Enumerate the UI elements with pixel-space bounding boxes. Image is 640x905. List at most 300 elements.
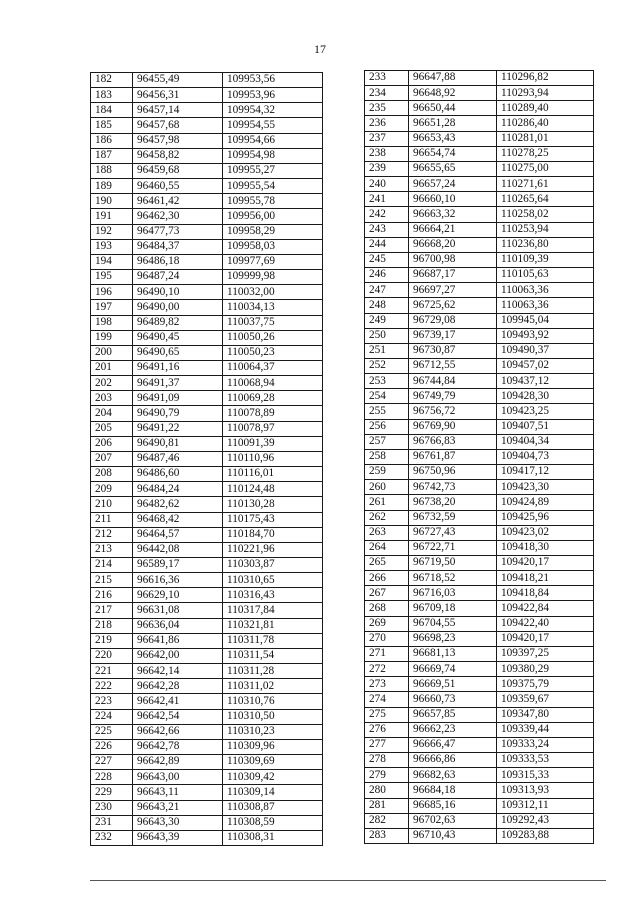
- table-row: [91, 179, 323, 194]
- point-number-cell: 183: [91, 88, 133, 103]
- point-number-cell: 274: [365, 692, 409, 707]
- y-coordinate-cell: 110289,40: [497, 101, 594, 116]
- point-number-cell: 204: [91, 406, 133, 421]
- y-coordinate-cell: 110281,01: [497, 131, 594, 146]
- point-number-cell: 254: [365, 389, 409, 404]
- x-coordinate-cell: 96643,39: [133, 830, 223, 845]
- point-number-cell: 250: [365, 328, 409, 343]
- point-number-cell: 256: [365, 419, 409, 434]
- y-coordinate-cell: 109418,30: [497, 540, 594, 555]
- table-row: [91, 285, 323, 300]
- x-coordinate-cell: 96457,14: [133, 103, 223, 118]
- x-coordinate-cell: 96756,72: [409, 404, 497, 419]
- y-coordinate-cell: 110303,87: [223, 558, 323, 573]
- x-coordinate-cell: 96750,96: [409, 465, 497, 480]
- table-row: [91, 785, 323, 800]
- table-row: [91, 224, 323, 239]
- y-coordinate-cell: 109423,30: [497, 480, 594, 495]
- point-number-cell: 259: [365, 465, 409, 480]
- x-coordinate-cell: 96657,24: [409, 177, 497, 192]
- x-coordinate-cell: 96687,17: [409, 268, 497, 283]
- table-row: [365, 586, 594, 601]
- point-number-cell: 239: [365, 161, 409, 176]
- point-number-cell: 255: [365, 404, 409, 419]
- y-coordinate-cell: 110308,87: [223, 800, 323, 815]
- x-coordinate-cell: 96663,32: [409, 207, 497, 222]
- x-coordinate-cell: 96647,88: [409, 71, 497, 86]
- table-row: [365, 343, 594, 358]
- x-coordinate-cell: 96704,55: [409, 616, 497, 631]
- x-coordinate-cell: 96729,08: [409, 313, 497, 328]
- y-coordinate-cell: 110308,31: [223, 830, 323, 845]
- point-number-cell: 273: [365, 677, 409, 692]
- y-coordinate-cell: 110032,00: [223, 285, 323, 300]
- point-number-cell: 226: [91, 739, 133, 754]
- x-coordinate-cell: 96490,00: [133, 300, 223, 315]
- y-coordinate-cell: 110293,94: [497, 86, 594, 101]
- y-coordinate-cell: 110050,23: [223, 345, 323, 360]
- y-coordinate-cell: 109955,78: [223, 194, 323, 209]
- y-coordinate-cell: 109333,53: [497, 753, 594, 768]
- x-coordinate-cell: 96682,63: [409, 768, 497, 783]
- table-row: [365, 768, 594, 783]
- x-coordinate-cell: 96660,73: [409, 692, 497, 707]
- point-number-cell: 279: [365, 768, 409, 783]
- table-row: [91, 421, 323, 436]
- point-number-cell: 264: [365, 540, 409, 555]
- point-number-cell: 236: [365, 116, 409, 131]
- page-number: 17: [314, 42, 326, 56]
- point-number-cell: 184: [91, 103, 133, 118]
- point-number-cell: 213: [91, 542, 133, 557]
- table-row: [91, 830, 323, 845]
- x-coordinate-cell: 96669,74: [409, 662, 497, 677]
- y-coordinate-cell: 110078,89: [223, 406, 323, 421]
- y-coordinate-cell: 109380,29: [497, 662, 594, 677]
- x-coordinate-cell: 96710,43: [409, 828, 497, 843]
- table-row: [91, 527, 323, 542]
- x-coordinate-cell: 96491,22: [133, 421, 223, 436]
- y-coordinate-cell: 110034,13: [223, 300, 323, 315]
- x-coordinate-cell: 96700,98: [409, 252, 497, 267]
- x-coordinate-cell: 96727,43: [409, 525, 497, 540]
- y-coordinate-cell: 109283,88: [497, 828, 594, 843]
- y-coordinate-cell: 109404,34: [497, 434, 594, 449]
- x-coordinate-cell: 96462,30: [133, 209, 223, 224]
- table-row: [365, 813, 594, 828]
- point-number-cell: 222: [91, 679, 133, 694]
- y-coordinate-cell: 109955,27: [223, 163, 323, 178]
- y-coordinate-cell: 110184,70: [223, 527, 323, 542]
- y-coordinate-cell: 109397,25: [497, 646, 594, 661]
- point-number-cell: 277: [365, 737, 409, 752]
- table-row: [91, 573, 323, 588]
- x-coordinate-cell: 96662,23: [409, 722, 497, 737]
- table-row: [365, 192, 594, 207]
- table-row: [91, 360, 323, 375]
- y-coordinate-cell: 110310,76: [223, 694, 323, 709]
- table-row: [91, 345, 323, 360]
- y-coordinate-cell: 110278,25: [497, 146, 594, 161]
- x-coordinate-cell: 96487,24: [133, 270, 223, 285]
- table-row: [365, 252, 594, 267]
- table-row: [365, 556, 594, 571]
- point-number-cell: 189: [91, 179, 133, 194]
- x-coordinate-cell: 96486,60: [133, 467, 223, 482]
- point-number-cell: 207: [91, 451, 133, 466]
- point-number-cell: 227: [91, 755, 133, 770]
- y-coordinate-cell: 110069,28: [223, 391, 323, 406]
- x-coordinate-cell: 96489,82: [133, 315, 223, 330]
- y-coordinate-cell: 110063,36: [497, 298, 594, 313]
- x-coordinate-cell: 96742,73: [409, 480, 497, 495]
- x-coordinate-cell: 96651,28: [409, 116, 497, 131]
- y-coordinate-cell: 109954,98: [223, 148, 323, 163]
- y-coordinate-cell: 110296,82: [497, 71, 594, 86]
- x-coordinate-cell: 96482,62: [133, 497, 223, 512]
- point-number-cell: 258: [365, 449, 409, 464]
- y-coordinate-cell: 110068,94: [223, 376, 323, 391]
- table-row: [365, 313, 594, 328]
- x-coordinate-cell: 96739,17: [409, 328, 497, 343]
- point-number-cell: 201: [91, 360, 133, 375]
- point-number-cell: 186: [91, 133, 133, 148]
- y-coordinate-cell: 110050,26: [223, 330, 323, 345]
- x-coordinate-cell: 96666,47: [409, 737, 497, 752]
- y-coordinate-cell: 109313,93: [497, 783, 594, 798]
- point-number-cell: 271: [365, 646, 409, 661]
- point-number-cell: 257: [365, 434, 409, 449]
- x-coordinate-cell: 96642,41: [133, 694, 223, 709]
- point-number-cell: 198: [91, 315, 133, 330]
- x-coordinate-cell: 96491,37: [133, 376, 223, 391]
- y-coordinate-cell: 110308,59: [223, 815, 323, 830]
- table-row: [365, 71, 594, 86]
- table-row: [91, 103, 323, 118]
- y-coordinate-cell: 110105,63: [497, 268, 594, 283]
- x-coordinate-cell: 96650,44: [409, 101, 497, 116]
- x-coordinate-cell: 96719,50: [409, 556, 497, 571]
- point-number-cell: 217: [91, 603, 133, 618]
- y-coordinate-cell: 109428,30: [497, 389, 594, 404]
- point-number-cell: 229: [91, 785, 133, 800]
- y-coordinate-cell: 110309,42: [223, 770, 323, 785]
- x-coordinate-cell: 96642,66: [133, 724, 223, 739]
- table-row: [365, 207, 594, 222]
- table-row: [365, 601, 594, 616]
- y-coordinate-cell: 109422,84: [497, 601, 594, 616]
- table-row: [365, 783, 594, 798]
- x-coordinate-cell: 96749,79: [409, 389, 497, 404]
- point-number-cell: 182: [91, 73, 133, 88]
- x-coordinate-cell: 96642,14: [133, 664, 223, 679]
- coordinates-table-left: [90, 72, 323, 846]
- point-number-cell: 280: [365, 783, 409, 798]
- table-row: [91, 694, 323, 709]
- y-coordinate-cell: 110316,43: [223, 588, 323, 603]
- table-row: [91, 436, 323, 451]
- point-number-cell: 210: [91, 497, 133, 512]
- x-coordinate-cell: 96643,11: [133, 785, 223, 800]
- table-row: [365, 298, 594, 313]
- point-number-cell: 245: [365, 252, 409, 267]
- point-number-cell: 188: [91, 163, 133, 178]
- y-coordinate-cell: 109955,54: [223, 179, 323, 194]
- point-number-cell: 197: [91, 300, 133, 315]
- x-coordinate-cell: 96490,45: [133, 330, 223, 345]
- y-coordinate-cell: 109423,02: [497, 525, 594, 540]
- table-row: [91, 664, 323, 679]
- x-coordinate-cell: 96455,49: [133, 73, 223, 88]
- y-coordinate-cell: 109490,37: [497, 343, 594, 358]
- y-coordinate-cell: 109292,43: [497, 813, 594, 828]
- table-row: [91, 603, 323, 618]
- table-row: [365, 101, 594, 116]
- point-number-cell: 208: [91, 467, 133, 482]
- point-number-cell: 228: [91, 770, 133, 785]
- y-coordinate-cell: 110130,28: [223, 497, 323, 512]
- table-row: [91, 648, 323, 663]
- x-coordinate-cell: 96456,31: [133, 88, 223, 103]
- table-row: [365, 753, 594, 768]
- table-row: [91, 618, 323, 633]
- table-row: [91, 88, 323, 103]
- table-row: [91, 315, 323, 330]
- table-row: [91, 300, 323, 315]
- y-coordinate-cell: 110286,40: [497, 116, 594, 131]
- point-number-cell: 252: [365, 358, 409, 373]
- table-row: [365, 449, 594, 464]
- y-coordinate-cell: 109945,04: [497, 313, 594, 328]
- point-number-cell: 269: [365, 616, 409, 631]
- table-row: [91, 770, 323, 785]
- table-row: [365, 177, 594, 192]
- point-number-cell: 205: [91, 421, 133, 436]
- y-coordinate-cell: 109953,96: [223, 88, 323, 103]
- point-number-cell: 193: [91, 239, 133, 254]
- x-coordinate-cell: 96643,30: [133, 815, 223, 830]
- x-coordinate-cell: 96769,90: [409, 419, 497, 434]
- x-coordinate-cell: 96464,57: [133, 527, 223, 542]
- table-row: [91, 800, 323, 815]
- table-row: [365, 525, 594, 540]
- table-row: [365, 722, 594, 737]
- point-number-cell: 203: [91, 391, 133, 406]
- y-coordinate-cell: 109339,44: [497, 722, 594, 737]
- table-row: [91, 467, 323, 482]
- y-coordinate-cell: 110064,37: [223, 360, 323, 375]
- x-coordinate-cell: 96685,16: [409, 798, 497, 813]
- point-number-cell: 270: [365, 631, 409, 646]
- point-number-cell: 200: [91, 345, 133, 360]
- y-coordinate-cell: 110310,65: [223, 573, 323, 588]
- y-coordinate-cell: 109423,25: [497, 404, 594, 419]
- x-coordinate-cell: 96487,46: [133, 451, 223, 466]
- table-row: [365, 510, 594, 525]
- y-coordinate-cell: 110310,50: [223, 709, 323, 724]
- x-coordinate-cell: 96631,08: [133, 603, 223, 618]
- point-number-cell: 243: [365, 222, 409, 237]
- y-coordinate-cell: 110309,96: [223, 739, 323, 754]
- table-row: [365, 404, 594, 419]
- table-row: [365, 116, 594, 131]
- x-coordinate-cell: 96642,00: [133, 648, 223, 663]
- table-row: [91, 451, 323, 466]
- y-coordinate-cell: 110265,64: [497, 192, 594, 207]
- x-coordinate-cell: 96643,00: [133, 770, 223, 785]
- point-number-cell: 230: [91, 800, 133, 815]
- table-row: [365, 571, 594, 586]
- bottom-divider: [90, 880, 606, 881]
- x-coordinate-cell: 96722,71: [409, 540, 497, 555]
- table-row: [365, 237, 594, 252]
- y-coordinate-cell: 109407,51: [497, 419, 594, 434]
- table-row: [91, 163, 323, 178]
- point-number-cell: 232: [91, 830, 133, 845]
- point-number-cell: 262: [365, 510, 409, 525]
- x-coordinate-cell: 96642,78: [133, 739, 223, 754]
- y-coordinate-cell: 109404,73: [497, 449, 594, 464]
- x-coordinate-cell: 96458,82: [133, 148, 223, 163]
- table-row: [91, 739, 323, 754]
- y-coordinate-cell: 110078,97: [223, 421, 323, 436]
- table-row: [365, 707, 594, 722]
- point-number-cell: 246: [365, 268, 409, 283]
- point-number-cell: 185: [91, 118, 133, 133]
- y-coordinate-cell: 109999,98: [223, 270, 323, 285]
- x-coordinate-cell: 96684,18: [409, 783, 497, 798]
- table-row: [365, 828, 594, 843]
- x-coordinate-cell: 96642,28: [133, 679, 223, 694]
- point-number-cell: 199: [91, 330, 133, 345]
- y-coordinate-cell: 109375,79: [497, 677, 594, 692]
- y-coordinate-cell: 110091,39: [223, 436, 323, 451]
- table-row: [91, 133, 323, 148]
- table-row: [365, 328, 594, 343]
- point-number-cell: 212: [91, 527, 133, 542]
- x-coordinate-cell: 96461,42: [133, 194, 223, 209]
- y-coordinate-cell: 110275,00: [497, 161, 594, 176]
- y-coordinate-cell: 109954,66: [223, 133, 323, 148]
- x-coordinate-cell: 96491,16: [133, 360, 223, 375]
- x-coordinate-cell: 96484,24: [133, 482, 223, 497]
- point-number-cell: 196: [91, 285, 133, 300]
- table-row: [365, 131, 594, 146]
- x-coordinate-cell: 96460,55: [133, 179, 223, 194]
- x-coordinate-cell: 96738,20: [409, 495, 497, 510]
- point-number-cell: 263: [365, 525, 409, 540]
- point-number-cell: 261: [365, 495, 409, 510]
- table-row: [91, 209, 323, 224]
- table-row: [91, 270, 323, 285]
- x-coordinate-cell: 96654,74: [409, 146, 497, 161]
- x-coordinate-cell: 96761,87: [409, 449, 497, 464]
- table-row: [91, 239, 323, 254]
- x-coordinate-cell: 96642,54: [133, 709, 223, 724]
- point-number-cell: 249: [365, 313, 409, 328]
- y-coordinate-cell: 109958,29: [223, 224, 323, 239]
- y-coordinate-cell: 109417,12: [497, 465, 594, 480]
- point-number-cell: 224: [91, 709, 133, 724]
- x-coordinate-cell: 96468,42: [133, 512, 223, 527]
- x-coordinate-cell: 96697,27: [409, 283, 497, 298]
- y-coordinate-cell: 110253,94: [497, 222, 594, 237]
- table-row: [365, 540, 594, 555]
- table-row: [91, 558, 323, 573]
- table-row: [365, 677, 594, 692]
- table-row: [365, 465, 594, 480]
- x-coordinate-cell: 96666,86: [409, 753, 497, 768]
- point-number-cell: 240: [365, 177, 409, 192]
- point-number-cell: 223: [91, 694, 133, 709]
- table-row: [91, 497, 323, 512]
- table-row: [91, 406, 323, 421]
- y-coordinate-cell: 110271,61: [497, 177, 594, 192]
- x-coordinate-cell: 96484,37: [133, 239, 223, 254]
- y-coordinate-cell: 109420,17: [497, 631, 594, 646]
- point-number-cell: 218: [91, 618, 133, 633]
- x-coordinate-cell: 96642,89: [133, 755, 223, 770]
- point-number-cell: 237: [365, 131, 409, 146]
- x-coordinate-cell: 96486,18: [133, 254, 223, 269]
- table-row: [91, 148, 323, 163]
- x-coordinate-cell: 96668,20: [409, 237, 497, 252]
- x-coordinate-cell: 96589,17: [133, 558, 223, 573]
- point-number-cell: 247: [365, 283, 409, 298]
- point-number-cell: 251: [365, 343, 409, 358]
- point-number-cell: 235: [365, 101, 409, 116]
- x-coordinate-cell: 96657,85: [409, 707, 497, 722]
- x-coordinate-cell: 96712,55: [409, 358, 497, 373]
- y-coordinate-cell: 109333,24: [497, 737, 594, 752]
- table-row: [365, 86, 594, 101]
- x-coordinate-cell: 96616,36: [133, 573, 223, 588]
- x-coordinate-cell: 96732,59: [409, 510, 497, 525]
- x-coordinate-cell: 96744,84: [409, 374, 497, 389]
- x-coordinate-cell: 96490,65: [133, 345, 223, 360]
- x-coordinate-cell: 96653,43: [409, 131, 497, 146]
- table-row: [365, 495, 594, 510]
- table-row: [365, 616, 594, 631]
- x-coordinate-cell: 96457,68: [133, 118, 223, 133]
- point-number-cell: 220: [91, 648, 133, 663]
- y-coordinate-cell: 109424,89: [497, 495, 594, 510]
- x-coordinate-cell: 96702,63: [409, 813, 497, 828]
- point-number-cell: 276: [365, 722, 409, 737]
- table-row: [365, 798, 594, 813]
- table-row: [365, 161, 594, 176]
- point-number-cell: 272: [365, 662, 409, 677]
- y-coordinate-cell: 109457,02: [497, 358, 594, 373]
- point-number-cell: 219: [91, 633, 133, 648]
- x-coordinate-cell: 96725,62: [409, 298, 497, 313]
- x-coordinate-cell: 96698,23: [409, 631, 497, 646]
- point-number-cell: 202: [91, 376, 133, 391]
- point-number-cell: 283: [365, 828, 409, 843]
- x-coordinate-cell: 96459,68: [133, 163, 223, 178]
- table-row: [91, 542, 323, 557]
- y-coordinate-cell: 109359,67: [497, 692, 594, 707]
- y-coordinate-cell: 110309,69: [223, 755, 323, 770]
- point-number-cell: 231: [91, 815, 133, 830]
- y-coordinate-cell: 110236,80: [497, 237, 594, 252]
- point-number-cell: 248: [365, 298, 409, 313]
- table-row: [91, 118, 323, 133]
- point-number-cell: 278: [365, 753, 409, 768]
- y-coordinate-cell: 109315,33: [497, 768, 594, 783]
- table-row: [365, 146, 594, 161]
- table-row: [91, 724, 323, 739]
